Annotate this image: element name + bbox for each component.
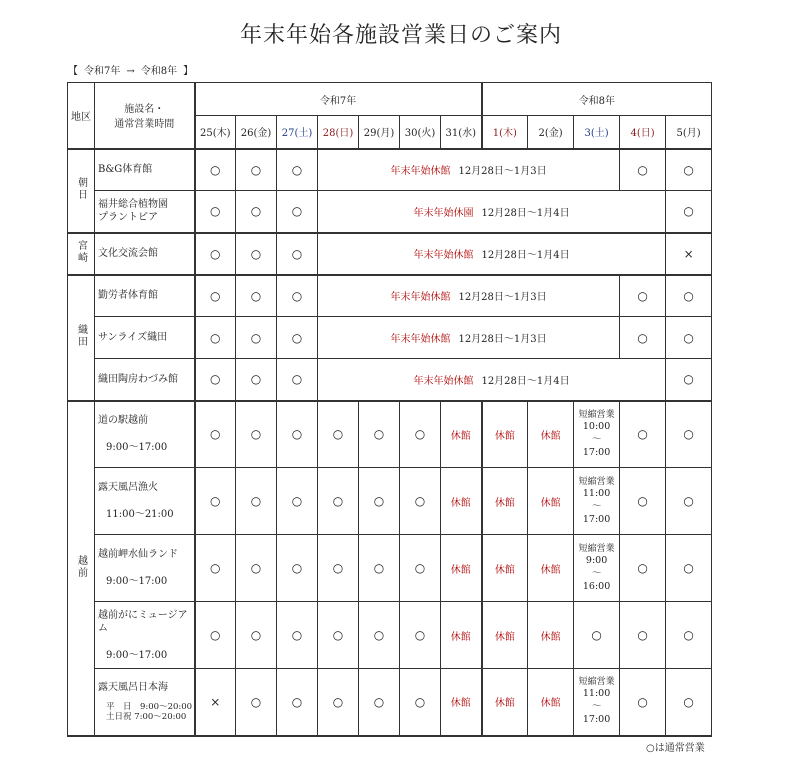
closure-period: 12月28日～1月4日	[481, 207, 570, 219]
open-mark: ○	[195, 275, 236, 317]
open-mark: ○	[400, 468, 441, 535]
facility-name: 越前がにミュージアム	[98, 609, 188, 634]
table-row	[68, 275, 712, 317]
open-mark: ○	[666, 602, 712, 669]
day-header: 25(木)	[195, 116, 236, 149]
short-hours-time: 16:00	[582, 580, 611, 592]
facility-cell	[95, 602, 195, 669]
table-row	[68, 669, 712, 736]
open-mark: ○	[359, 669, 400, 736]
schedule-table	[67, 82, 712, 737]
open-mark: ○	[620, 275, 666, 317]
closed-cell: 休館	[482, 602, 528, 669]
open-mark: ○	[359, 535, 400, 602]
closed-mark: ×	[666, 233, 712, 275]
table-row	[68, 233, 712, 275]
open-mark: ○	[236, 233, 277, 275]
open-mark: ○	[277, 275, 318, 317]
open-mark: ○	[195, 468, 236, 535]
holiday-closure-cell	[318, 149, 620, 191]
short-hours-time: 11:00	[582, 688, 611, 700]
open-mark: ○	[195, 359, 236, 401]
short-hours-time: ～	[591, 567, 602, 579]
open-mark: ○	[277, 468, 318, 535]
open-mark: ○	[620, 401, 666, 468]
facility-name: 福井総合植物園	[98, 199, 168, 211]
open-mark: ○	[195, 602, 236, 669]
legend-note: ○は通常営業	[646, 743, 705, 754]
open-mark: ○	[666, 317, 712, 359]
holiday-closure-cell	[318, 191, 666, 233]
open-mark: ○	[236, 602, 277, 669]
open-mark: ○	[620, 149, 666, 191]
day-header: 2(金)	[528, 116, 574, 149]
open-mark: ○	[666, 191, 712, 233]
day-header: 29(月)	[359, 116, 400, 149]
closed-cell: 休館	[528, 401, 574, 468]
region-name: 宮崎	[75, 240, 87, 264]
short-hours-label: 短縮営業	[578, 476, 615, 487]
open-mark: ○	[195, 233, 236, 275]
region-name: 織田	[75, 324, 87, 348]
header-facility	[95, 83, 195, 149]
closed-cell: 休館	[482, 669, 528, 736]
closed-cell: 休館	[528, 535, 574, 602]
open-mark: ○	[400, 602, 441, 669]
short-hours-time: 17:00	[582, 714, 611, 726]
table-row	[68, 401, 712, 468]
facility-name: 織田陶房わづみ館	[98, 373, 178, 385]
closure-label: 年末年始休館	[390, 166, 451, 178]
closure-label: 年末年始休館	[413, 250, 474, 261]
open-mark: ○	[236, 191, 277, 233]
open-mark: ○	[277, 191, 318, 233]
facility-cell	[95, 359, 195, 401]
open-mark: ○	[318, 602, 359, 669]
closed-cell: 休館	[441, 602, 482, 669]
facility-hours: 9:00～17:00	[106, 576, 168, 587]
table-row	[68, 359, 712, 401]
facility-name: 文化交流会館	[98, 248, 158, 259]
holiday-closure-cell	[318, 317, 620, 359]
open-mark: ○	[666, 401, 712, 468]
open-mark: ○	[359, 602, 400, 669]
short-hours-time: ～	[591, 701, 602, 713]
open-mark: ○	[277, 669, 318, 736]
open-mark: ○	[620, 535, 666, 602]
region-cell	[68, 233, 95, 275]
open-mark: ○	[195, 191, 236, 233]
closed-cell: 休館	[441, 669, 482, 736]
table-row	[68, 602, 712, 669]
facility-name: B&G体育館	[98, 164, 153, 176]
short-hours-cell	[574, 468, 620, 535]
page-title: 年末年始各施設営業日のご案内	[239, 23, 562, 48]
day-header: 3(土)	[574, 116, 620, 149]
short-hours-cell	[574, 535, 620, 602]
open-mark: ○	[666, 359, 712, 401]
region-name: 朝日	[75, 177, 87, 201]
short-hours-label: 短縮営業	[578, 409, 615, 420]
region-cell	[68, 149, 95, 233]
open-mark: ○	[666, 275, 712, 317]
open-mark: ○	[574, 602, 620, 669]
open-mark: ○	[195, 401, 236, 468]
facility-name: 越前岬水仙ランド	[98, 549, 178, 560]
open-mark: ○	[277, 401, 318, 468]
region-cell	[68, 401, 95, 736]
facility-cell	[95, 275, 195, 317]
open-mark: ○	[236, 149, 277, 191]
holiday-closure-cell	[318, 359, 666, 401]
day-header: 26(金)	[236, 116, 277, 149]
open-mark: ○	[318, 468, 359, 535]
short-hours-label: 短縮営業	[578, 543, 615, 554]
table-row	[68, 149, 712, 191]
closed-mark: ×	[195, 669, 236, 736]
closed-cell: 休館	[441, 535, 482, 602]
short-hours-time: ～	[591, 433, 602, 445]
day-header: 30(火)	[400, 116, 441, 149]
header-year2: 令和8年	[482, 83, 712, 116]
holiday-closure-cell	[318, 233, 666, 275]
day-header: 1(木)	[482, 116, 528, 149]
day-header: 28(日)	[318, 116, 359, 149]
short-hours-time: 17:00	[582, 513, 611, 525]
facility-cell	[95, 669, 195, 736]
open-mark: ○	[277, 535, 318, 602]
open-mark: ○	[400, 535, 441, 602]
open-mark: ○	[236, 275, 277, 317]
open-mark: ○	[236, 401, 277, 468]
closed-cell: 休館	[482, 401, 528, 468]
facility-hours: 11:00～21:00	[106, 509, 174, 520]
short-hours-time: 17:00	[582, 446, 611, 458]
closure-period: 12月28日～1月3日	[458, 292, 547, 304]
closure-period: 12月28日～1月3日	[458, 334, 547, 345]
table-row	[68, 191, 712, 233]
open-mark: ○	[666, 669, 712, 736]
day-header: 4(日)	[620, 116, 666, 149]
open-mark: ○	[359, 401, 400, 468]
closed-cell: 休館	[528, 669, 574, 736]
open-mark: ○	[195, 317, 236, 359]
open-mark: ○	[400, 401, 441, 468]
open-mark: ○	[666, 468, 712, 535]
header-region: 地区	[68, 83, 95, 149]
period-range	[68, 62, 199, 77]
open-mark: ○	[318, 535, 359, 602]
facility-name: 道の駅越前	[98, 415, 148, 427]
open-mark: ○	[236, 535, 277, 602]
closure-label: 年末年始休館	[390, 334, 451, 345]
closure-label: 年末年始休園	[413, 207, 474, 219]
open-mark: ○	[359, 468, 400, 535]
bracket-open: 【	[68, 66, 78, 77]
open-mark: ○	[620, 317, 666, 359]
facility-name: 露天風呂日本海	[98, 682, 168, 694]
short-hours-label: 短縮営業	[578, 677, 615, 688]
range-from: 令和7年	[84, 66, 121, 77]
open-mark: ○	[236, 317, 277, 359]
facility-hours: 9:00～17:00	[106, 649, 168, 661]
open-mark: ○	[195, 149, 236, 191]
table-row	[68, 535, 712, 602]
facility-hours: 9:00～17:00	[106, 442, 168, 454]
facility-hours: 土日祝 7:00～20:00	[106, 712, 187, 723]
table-row	[68, 317, 712, 359]
open-mark: ○	[666, 535, 712, 602]
closed-cell: 休館	[482, 535, 528, 602]
open-mark: ○	[400, 669, 441, 736]
closure-period: 12月28日～1月4日	[481, 375, 570, 387]
day-header: 31(水)	[441, 116, 482, 149]
open-mark: ○	[620, 602, 666, 669]
closed-cell: 休館	[528, 468, 574, 535]
open-mark: ○	[666, 149, 712, 191]
table-row	[68, 468, 712, 535]
closed-cell: 休館	[482, 468, 528, 535]
open-mark: ○	[620, 669, 666, 736]
short-hours-time: 9:00	[585, 554, 608, 566]
closure-period: 12月28日～1月3日	[458, 166, 547, 178]
day-header: 5(月)	[666, 116, 712, 149]
arrow: →	[126, 66, 135, 77]
facility-cell	[95, 401, 195, 468]
header-year1: 令和7年	[195, 83, 482, 116]
holiday-closure-cell	[318, 275, 620, 317]
facility-cell	[95, 468, 195, 535]
open-mark: ○	[318, 401, 359, 468]
short-hours-time: ～	[591, 500, 602, 512]
open-mark: ○	[236, 359, 277, 401]
open-mark: ○	[195, 535, 236, 602]
short-hours-time: 10:00	[582, 420, 611, 432]
region-name: 越前	[75, 554, 87, 579]
open-mark: ○	[277, 359, 318, 401]
range-to: 令和8年	[140, 66, 178, 77]
facility-cell	[95, 535, 195, 602]
closed-cell: 休館	[441, 468, 482, 535]
open-mark: ○	[277, 317, 318, 359]
open-mark: ○	[277, 149, 318, 191]
header-facility-line1: 施設名・	[124, 104, 165, 116]
facility-name: サンライズ織田	[98, 332, 168, 343]
region-cell	[68, 275, 95, 401]
facility-cell	[95, 191, 195, 233]
open-mark: ○	[277, 233, 318, 275]
facility-name: 露天風呂漁火	[98, 482, 158, 493]
facility-cell	[95, 149, 195, 191]
facility-cell	[95, 233, 195, 275]
facility-name: 勤労者体育館	[98, 290, 158, 302]
short-hours-cell	[574, 401, 620, 468]
facility-name: プラントピア	[98, 212, 158, 224]
open-mark: ○	[277, 602, 318, 669]
closure-label: 年末年始休館	[413, 375, 474, 387]
header-facility-line2: 通常営業時間	[114, 119, 175, 131]
open-mark: ○	[620, 468, 666, 535]
open-mark: ○	[318, 669, 359, 736]
closed-cell: 休館	[441, 401, 482, 468]
closure-label: 年末年始休館	[390, 292, 451, 304]
short-hours-cell	[574, 669, 620, 736]
day-header: 27(土)	[277, 116, 318, 149]
open-mark: ○	[236, 669, 277, 736]
closed-cell: 休館	[528, 602, 574, 669]
short-hours-time: 11:00	[582, 487, 611, 499]
open-mark: ○	[236, 468, 277, 535]
bracket-close: 】	[183, 66, 194, 77]
closure-period: 12月28日～1月4日	[481, 250, 570, 261]
facility-cell	[95, 317, 195, 359]
facility-hours: 平 日 9:00～20:00	[106, 702, 193, 713]
